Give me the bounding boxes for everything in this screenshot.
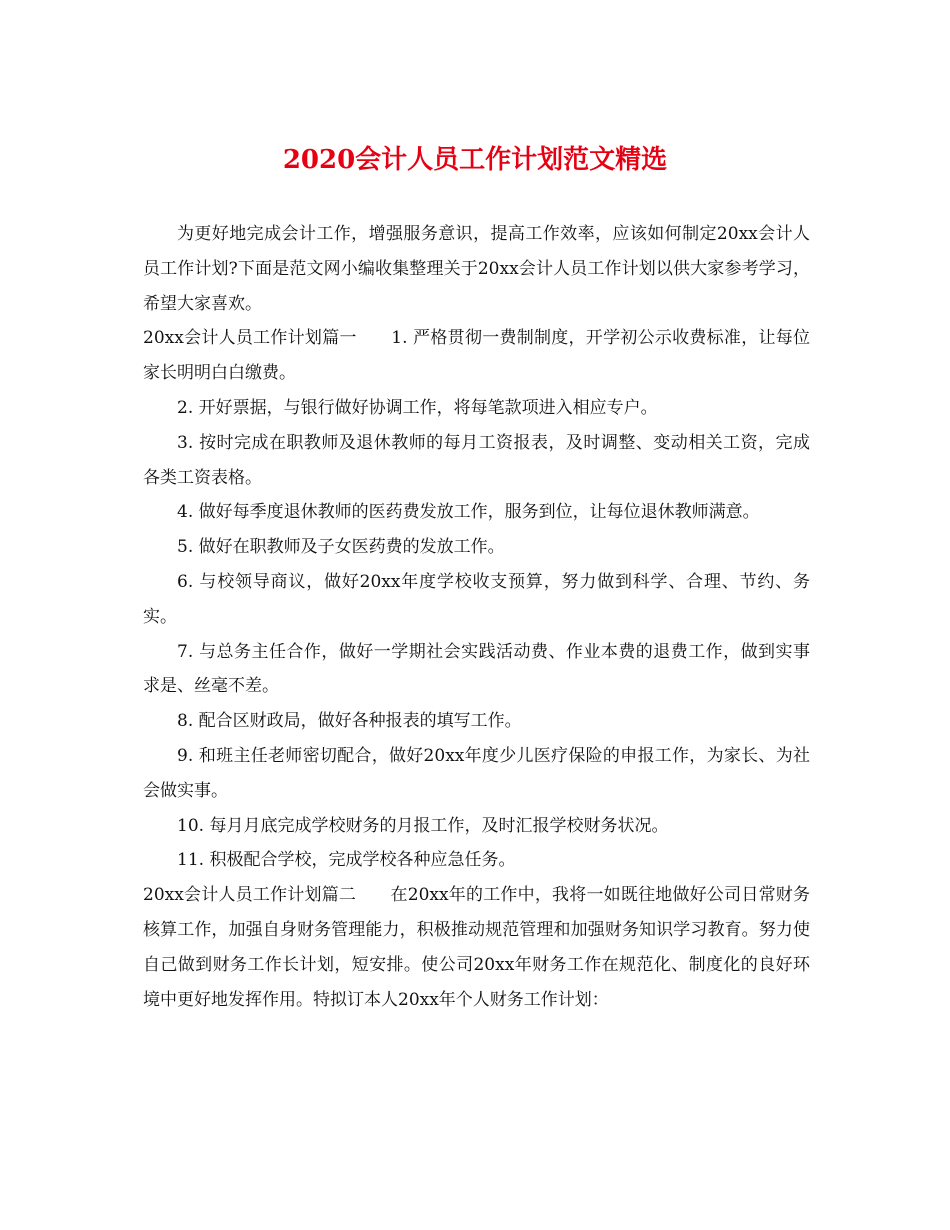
intro-paragraph: 为更好地完成会计工作，增强服务意识，提高工作效率，应该如何制定20xx会计人员工作计划?下面是范文网小编收集整理关于20xx会计人员工作计划以供大家参考学习，希望大家喜欢。 <box>143 224 810 314</box>
list-item-8: 8. 配合区财政局，做好各种报表的填写工作。 <box>177 711 522 732</box>
list-item-6: 6. 与校领导商议，做好20xx年度学校收支预算，努力做到科学、合理、节约、务实。 <box>143 571 810 627</box>
list-item-7: 7. 与总务主任合作，做好一学期社会实践活动费、作业本费的退费工作，做到实事求是、丝毫不差。 <box>143 641 810 697</box>
document-title: 2020会计人员工作计划范文精选 <box>282 145 668 175</box>
list-item-5: 5. 做好在职教师及子女医药费的发放工作。 <box>177 537 505 558</box>
list-item-11: 11. 积极配合学校，完成学校各种应急任务。 <box>177 850 516 871</box>
list-item-9: 9. 和班主任老师密切配合，做好20xx年度少儿医疗保险的申报工作，为家长、为社会做实事。 <box>143 745 810 801</box>
list-item-4: 4. 做好每季度退休教师的医药费发放工作，服务到位，让每位退休教师满意。 <box>177 502 760 523</box>
section-one-heading-paragraph: 20xx会计人员工作计划篇一 1. 严格贯彻一费制制度，开学初公示收费标准，让每位家长明明白白缴费。 <box>143 328 810 384</box>
list-item-10: 10. 每月月底完成学校财务的月报工作，及时汇报学校财务状况。 <box>177 815 669 836</box>
section-two-paragraph: 20xx会计人员工作计划篇二 在20xx年的工作中，我将一如既往地做好公司日常财务核算工作，加强自身财务管理能力，积极推动规范管理和加强财务知识学习教育。努力使自己做到财务工作长计划，短安排。使公司20xx年财务工作在规范化、制度化的良好环境中更好地发挥作用。特拟订本人20xx年个人财务工作计划： <box>143 885 810 1010</box>
document-body <box>143 217 810 1017</box>
list-item-2: 2. 开好票据，与银行做好协调工作，将每笔款项进入相应专户。 <box>177 397 658 418</box>
list-item-3: 3. 按时完成在职教师及退休教师的每月工资报表，及时调整、变动相关工资，完成各类工资表格。 <box>143 432 810 488</box>
